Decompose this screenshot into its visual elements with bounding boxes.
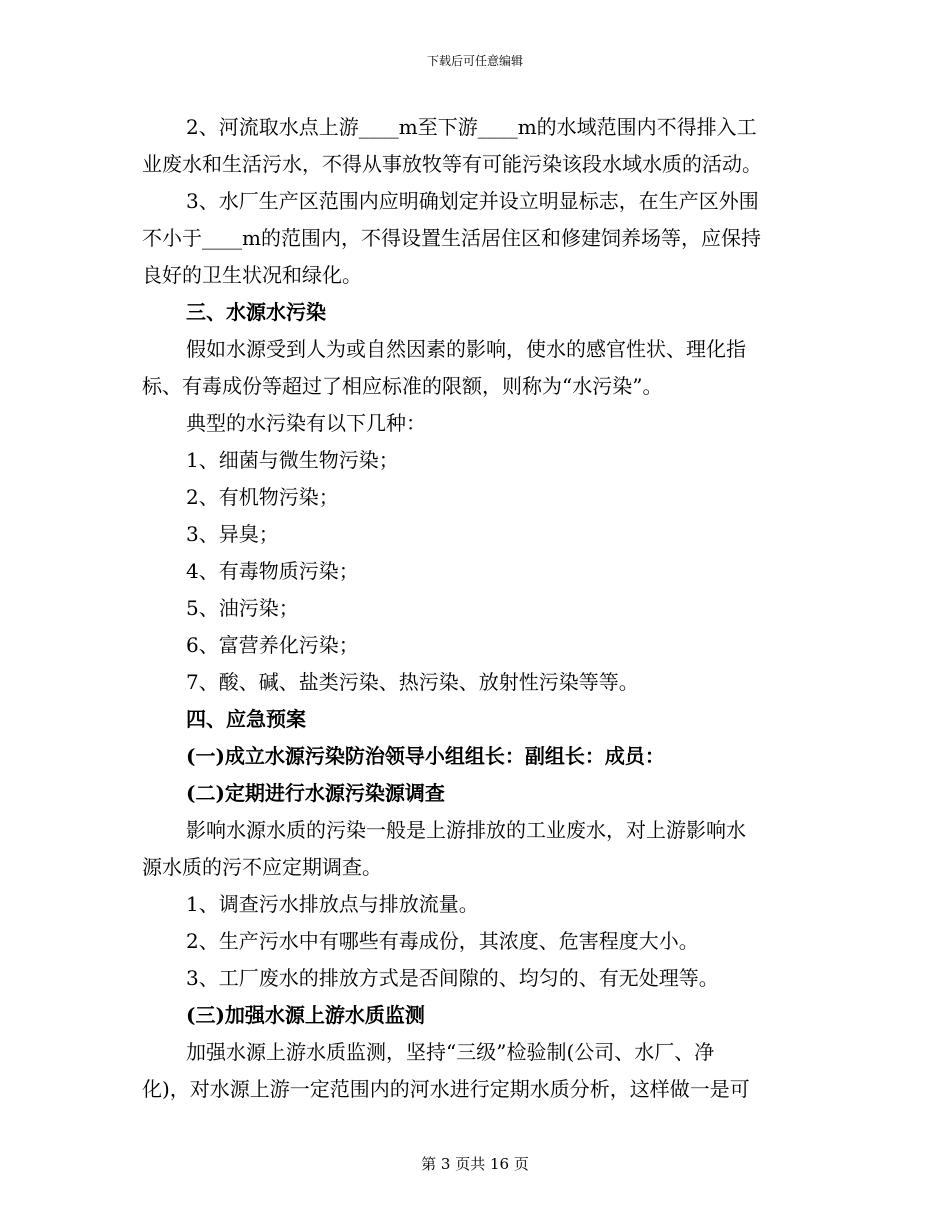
list-item: 1、调查污水排放点与排放流量。 [186, 892, 479, 916]
list-item: 5、油污染； [186, 596, 299, 620]
subsection-heading: (一)成立水源污染防治领导小组组长：副组长：成员： [186, 744, 665, 768]
list-item: 3、工厂废水的排放方式是否间隙的、均匀的、有无处理等。 [186, 966, 719, 990]
paragraph-line: 化)，对水源上游一定范围内的河水进行定期水质分析，这样做一是可 [142, 1077, 750, 1101]
list-item: 7、酸、碱、盐类污染、热污染、放射性污染等等。 [186, 670, 639, 694]
list-item: 2、生产污水中有哪些有毒成份，其浓度、危害程度大小。 [186, 929, 699, 953]
list-item: 2、有机物污染； [186, 485, 339, 509]
paragraph-line: 良好的卫生状况和绿化。 [142, 263, 362, 287]
document-body [142, 109, 808, 1108]
paragraph-line: 典型的水污染有以下几种： [186, 411, 426, 435]
paragraph-line: 2、河流取水点上游____m至下游____m的水域范围内不得排入工 [186, 115, 757, 139]
section-heading: 四、应急预案 [186, 707, 306, 731]
page-number: 第 3 页共 16 页 [421, 1155, 529, 1173]
list-item: 6、富营养化污染； [186, 633, 359, 657]
page-header: 下载后可任意编辑 [426, 54, 523, 68]
paragraph-line: 3、水厂生产区范围内应明确划定并设立明显标志，在生产区外围 [186, 189, 759, 213]
section-heading: 三、水源水污染 [186, 300, 326, 324]
list-item: 1、细菌与微生物污染； [186, 448, 399, 472]
list-item: 3、异臭； [186, 522, 279, 546]
paragraph-line: 假如水源受到人为或自然因素的影响，使水的感官性状、理化指 [186, 337, 746, 361]
paragraph-line: 加强水源上游水质监测，坚持“三级”检验制(公司、水厂、净 [186, 1040, 715, 1064]
paragraph-line: 业废水和生活污水，不得从事放牧等有可能污染该段水域水质的活动。 [142, 152, 762, 176]
subsection-heading: (三)加强水源上游水质监测 [186, 1003, 425, 1027]
paragraph-line: 不小于____m的范围内，不得设置生活居住区和修建饲养场等，应保持 [142, 226, 761, 250]
paragraph-line: 标、有毒成份等超过了相应标准的限额，则称为“水污染”。 [142, 374, 663, 398]
paragraph-line: 影响水源水质的污染一般是上游排放的工业废水，对上游影响水 [186, 818, 746, 842]
subsection-heading: (二)定期进行水源污染源调查 [186, 781, 445, 805]
list-item: 4、有毒物质污染； [186, 559, 359, 583]
paragraph-line: 源水质的污不应定期调查。 [142, 855, 382, 879]
